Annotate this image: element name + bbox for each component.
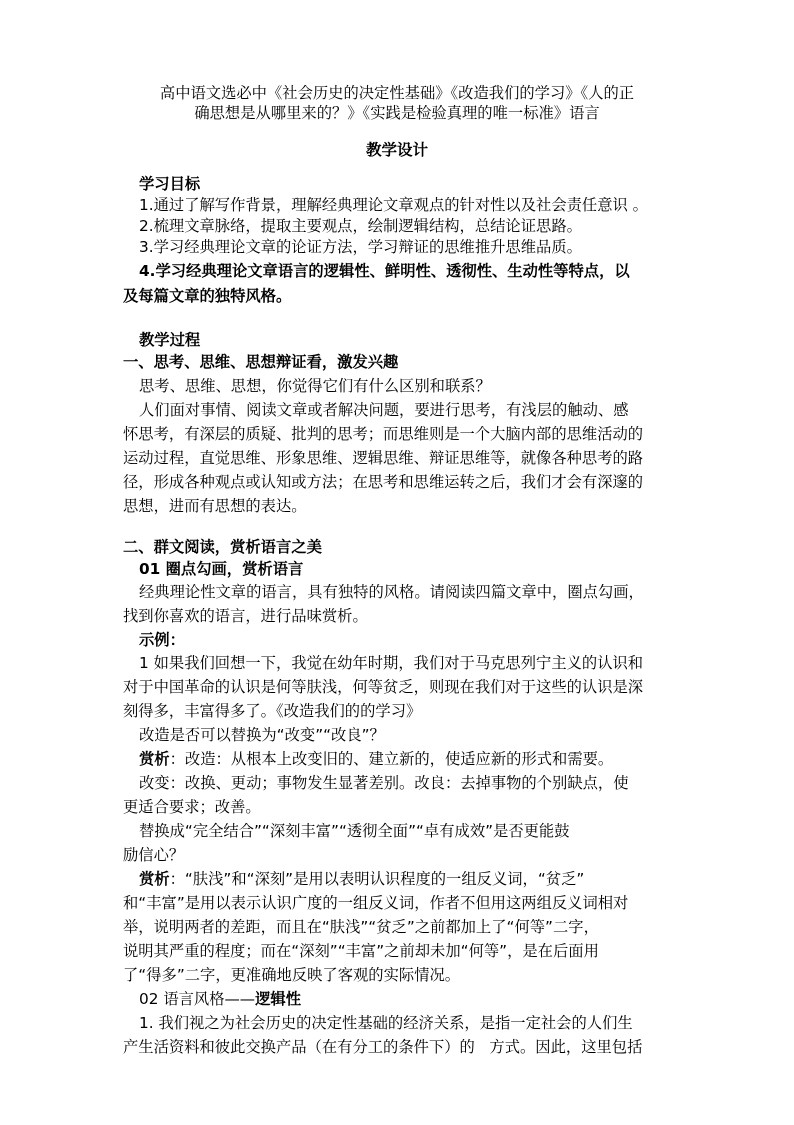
section-1-para-line: 运动过程，直觉思维、形象思维、逻辑思维、辩证思维等，就像各种思考的路 xyxy=(123,449,644,467)
analysis-text: ：改造：从根本上改变旧的、建立新的，使适应新的形式和需要。 xyxy=(169,750,614,768)
title-line-1: 高中语文选必中《社会历史的决定性基础》《改造我们的学习》《人的正 xyxy=(159,84,635,102)
analysis-label: 赏析 xyxy=(139,750,170,768)
subsection-02-para-line: 产生活资料和彼此交换产品（在有分工的条件下）的 方式。因此，这里包括 xyxy=(123,1038,643,1056)
subsection-01-para-line: 经典理论性文章的语言，具有独特的风格。请阅读四篇文章中，圈点勾画， xyxy=(139,583,644,601)
subsection-02-prefix: 02 语言风格—— xyxy=(139,990,256,1008)
analysis-2-line: 举，说明两者的差距，而且在“肤浅”“贫乏”之前都加上了“何等”二字， xyxy=(123,918,599,936)
goal-1: 1.通过了解写作背景，理解经典理论文章观点的针对性以及社会责任意识 。 xyxy=(139,196,648,214)
subsection-02-heading xyxy=(0,989,794,1009)
analysis-1-line xyxy=(0,749,794,769)
section-1-para-line: 思想，进而有思想的表达。 xyxy=(123,497,307,515)
analysis-label: 赏析 xyxy=(139,870,170,888)
goal-4-line-1: 4.学习经典理论文章语言的逻辑性、鲜明性、透彻性、生动性等特点，以 xyxy=(139,262,630,280)
section-2-heading: 二、群文阅读，赏析语言之美 xyxy=(123,538,322,556)
section-1-heading: 一、思考、思维、思想辩证看，激发兴趣 xyxy=(123,353,399,371)
subsection-02-para-line: 1. 我们视之为社会历史的决定性基础的经济关系，是指一定社会的人们生 xyxy=(139,1014,633,1032)
example-question-2-line: 励信心？ xyxy=(123,846,185,864)
analysis-2-line: 说明其严重的程度；而在“深刻”“丰富”之前却未加“何等”，是在后面用 xyxy=(123,942,599,960)
goal-3: 3.学习经典理论文章的论证方法，学习辩证的思维推升思维品质。 xyxy=(139,238,582,256)
example-label: 示例： xyxy=(139,631,185,649)
definition-line: 改变：改换、更动；事物发生显著差别。改良：去掉事物的个别缺点，使 xyxy=(139,774,629,792)
example-para-line: 1 如果我们回想一下，我觉在幼年时期，我们对于马克思列宁主义的认识和 xyxy=(139,654,644,672)
section-1-para-line: 人们面对事情、阅读文章或者解决问题，要进行思考，有浅层的触动、感 xyxy=(139,401,629,419)
analysis-2-line xyxy=(0,869,794,889)
analysis-2-line: 了“得多”二字，更准确地反映了客观的实际情况。 xyxy=(123,966,461,984)
analysis-text: ：“肤浅”和“深刻”是用以表明认识程度的一组反义词，“贫乏” xyxy=(169,870,585,888)
subsection-02-keyword: 逻辑性 xyxy=(255,990,302,1008)
subsection-01-para-line: 找到你喜欢的语言，进行品味赏析。 xyxy=(123,607,368,625)
definition-line: 更适合要求；改善。 xyxy=(123,798,261,816)
example-question-1: 改造是否可以替换为“改变”“改良”？ xyxy=(139,726,385,744)
example-para-line: 对于中国革命的认识是何等肤浅，何等贫乏，则现在我们对于这些的认识是深 xyxy=(123,678,644,696)
title-line-2: 确思想是从哪里来的？》《实践是检验真理的唯一标准》语言 xyxy=(194,104,600,122)
goal-4-line-2: 及每篇文章的独特风格。 xyxy=(123,287,292,305)
section-1-para-line: 径，形成各种观点或认知或方法；在思考和思维运转之后，我们才会有深邃的 xyxy=(123,473,644,491)
example-question-2-line: 替换成“完全结合”“深刻丰富”“透彻全面”“卓有成效”是否更能鼓 xyxy=(139,822,570,840)
section-1-para-line: 怀思考，有深层的质疑、批判的思考；而思维则是一个大脑内部的思维活动的 xyxy=(123,425,644,443)
subsection-01-heading: 01 圈点勾画，赏析语言 xyxy=(139,560,304,578)
analysis-2-line: 和“丰富”是用以表示认识广度的一组反义词，作者不但用这两组反义词相对 xyxy=(123,894,629,912)
process-heading: 教学过程 xyxy=(139,331,201,349)
goal-2: 2.梳理文章脉络，提取主要观点，绘制逻辑结构，总结论证思路。 xyxy=(139,217,582,235)
document-subtitle: 教学设计 xyxy=(365,141,428,159)
section-1-question: 思考、思维、思想，你觉得它们有什么区别和联系？ xyxy=(139,377,491,395)
example-para-line: 刻得多，丰富得多了。《改造我们的的学习》 xyxy=(123,702,422,720)
goals-heading: 学习目标 xyxy=(139,175,201,193)
